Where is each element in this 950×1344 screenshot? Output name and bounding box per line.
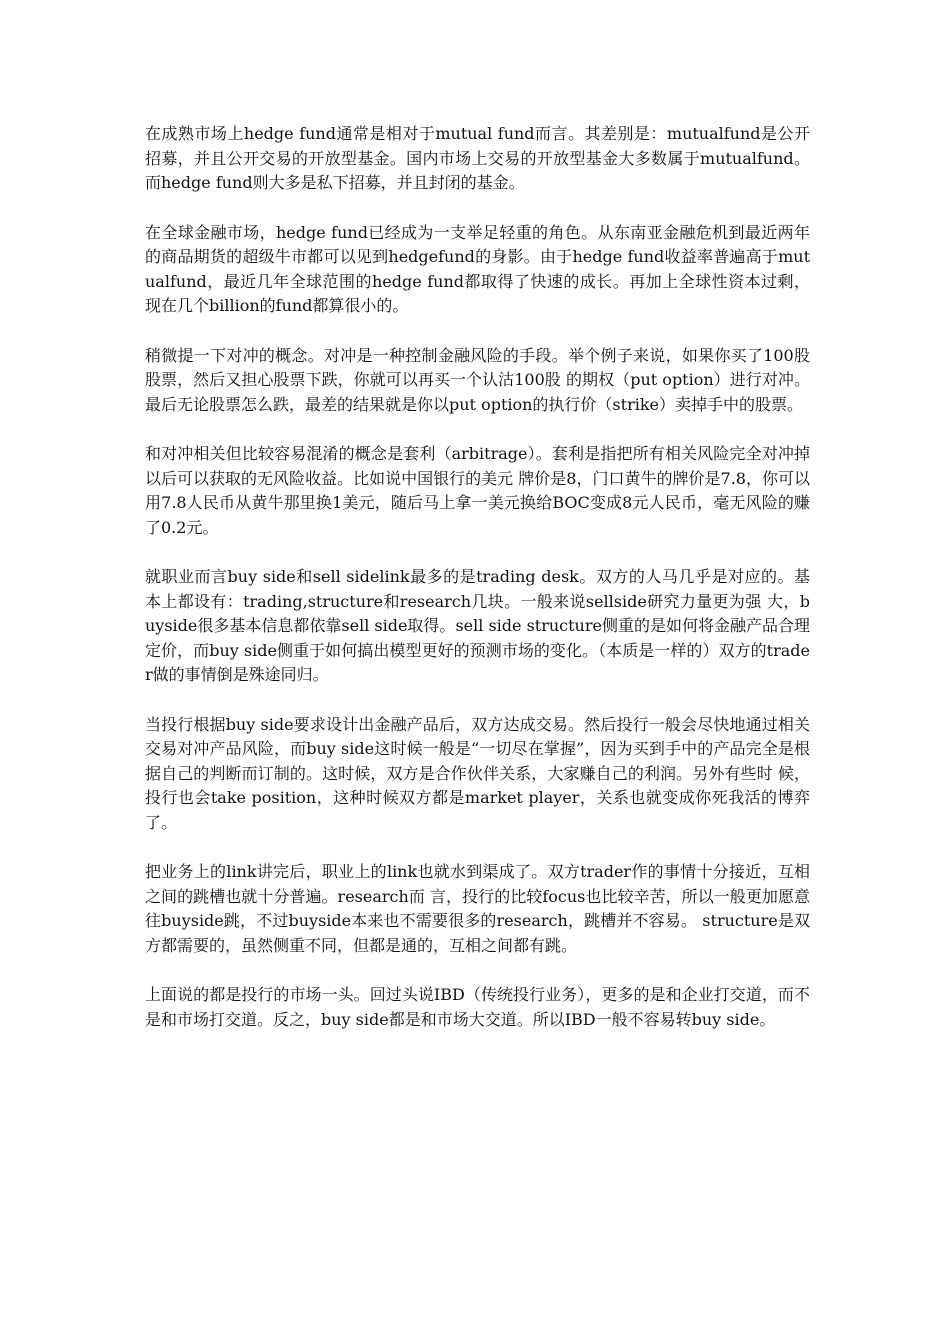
paragraph-hedge-vs-mutual-fund: 在成熟市场上hedge fund通常是相对于mutual fund而言。其差别是：mutualfund是公开招募，并且公开交易的开放型基金。国内市场上交易的开放型基金大多数属于mutualfund。而hedge fund则大多是私下招募，并且封闭的基金。 <box>145 124 810 192</box>
paragraph-career-link: 把业务上的link讲完后，职业上的link也就水到渠成了。双方trader作的事情十分接近，互相之间的跳槽也就十分普遍。research而 言，投行的比较focus也比较辛苦，所以一般更加愿意往buyside跳，不过buyside本来也不需要很多的research，跳槽并不容易。 structure是双方都需要的，虽然侧重不同，但都是通的，互相之间都有跳。 <box>145 862 810 955</box>
paragraph-ibd: 上面说的都是投行的市场一头。回过头说IBD（传统投行业务），更多的是和企业打交道，而不是和市场打交道。反之，buy side都是和市场大交道。所以IBD一般不容易转buy side。 <box>145 985 810 1029</box>
paragraph-buy-sell-side: 就职业而言buy side和sell sidelink最多的是trading desk。双方的人马几乎是对应的。基本上都设有：trading,structure和research几块。一般来说sellside研究力量更为强 大，buyside很多基本信息都依靠sell side取得。sell side structure侧重的是如何将金融产品合理定价，而buy side侧重于如何搞出模型更好的预测市场的变化。（本质是一样的）双方的trader做的事情倒是殊途同归。 <box>145 567 810 684</box>
document-body <box>145 122 810 1057</box>
paragraph-hedging-concept: 稍微提一下对冲的概念。对冲是一种控制金融风险的手段。举个例子来说，如果你买了100股股票，然后又担心股票下跌，你就可以再买一个认沽100股 的期权（put option）进行对冲。最后无论股票怎么跌，最差的结果就是你以put option的执行价（strike）卖掉手中的股票。 <box>145 345 810 414</box>
paragraph-global-hedge-fund: 在全球金融市场，hedge fund已经成为一支举足轻重的角色。从东南亚金融危机到最近两年的商品期货的超级牛市都可以见到hedgefund的身影。由于hedge fund收益率普遍高于mutualfund，最近几年全球范围的hedge fund都取得了快速的成长。再加上全球性资本过剩，现在几个billion的fund都算很小的。 <box>145 222 810 315</box>
paragraph-arbitrage-concept: 和对冲相关但比较容易混淆的概念是套利（arbitrage）。套利是指把所有相关风险完全对冲掉以后可以获取的无风险收益。比如说中国银行的美元 牌价是8，门口黄牛的牌价是7.8，你可以用7.8人民币从黄牛那里换1美元，随后马上拿一美元换给BOC变成8元人民币，毫无风险的赚了0.2元。 <box>145 444 810 537</box>
paragraph-trade-relationship: 当投行根据buy side要求设计出金融产品后，双方达成交易。然后投行一般会尽快地通过相关交易对冲产品风险，而buy side这时候一般是“一切尽在掌握”，因为买到手中的产品完全是根据自己的判断而订制的。这时候，双方是合作伙伴关系，大家赚自己的利润。另外有些时 候，投行也会take position，这种时候双方都是market player，关系也就变成你死我活的博弈了。 <box>145 714 810 832</box>
